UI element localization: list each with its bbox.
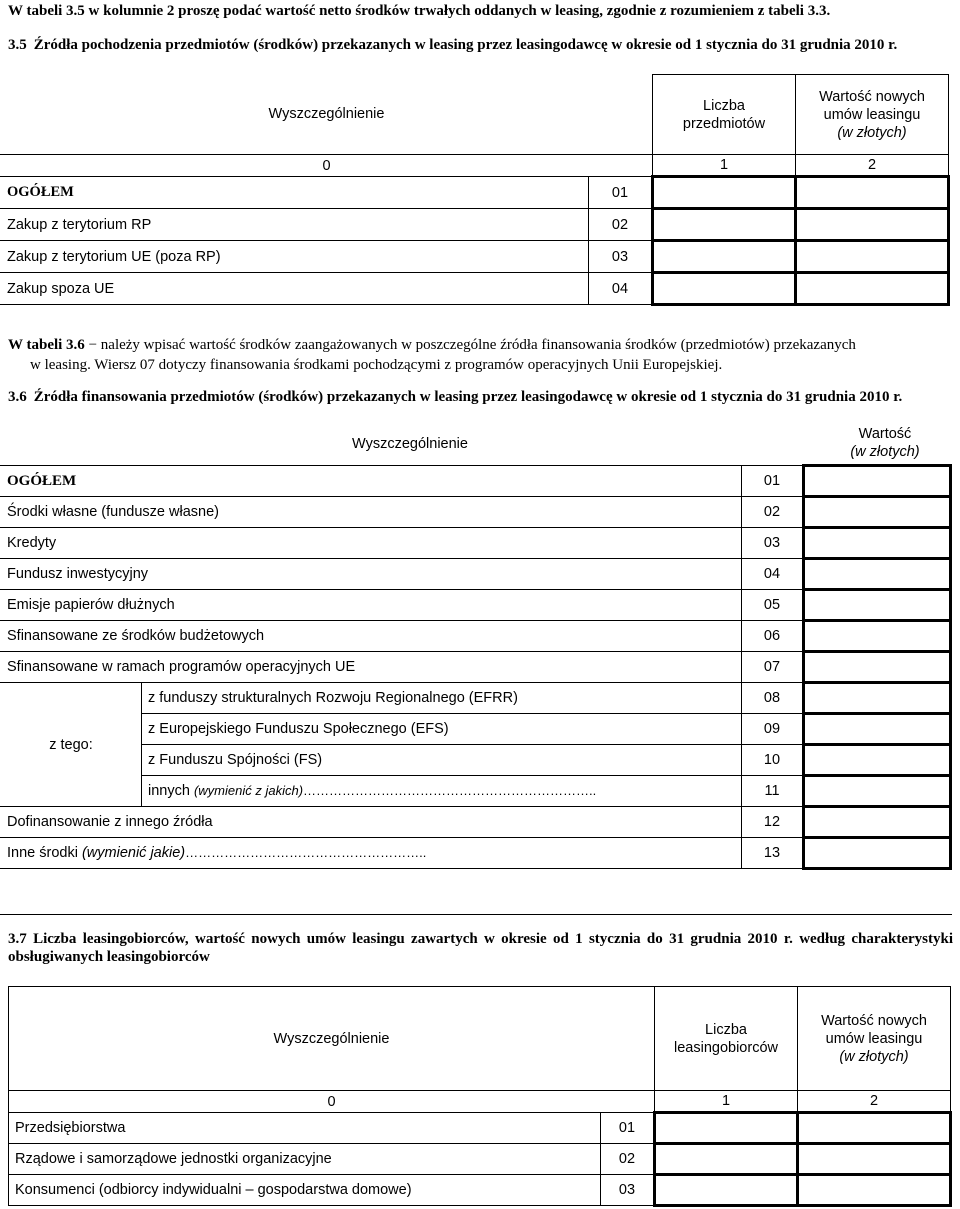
t37-cell-01-count[interactable]: [655, 1113, 798, 1144]
t37-cell-03-value[interactable]: [798, 1175, 951, 1206]
divider-line: [0, 914, 952, 915]
t36-row-label: Środki własne (fundusze własne): [1, 497, 742, 528]
t37-row-label: Rządowe i samorządowe jednostki organizacyjne: [9, 1144, 601, 1175]
t35-row-code: 01: [589, 177, 653, 209]
t36-z-tego: z tego:: [1, 683, 142, 807]
t35-row-label: OGÓŁEM: [1, 177, 589, 209]
t35-cell-02-count[interactable]: [653, 209, 796, 241]
t36-row-label: Kredyty: [1, 528, 742, 559]
t36-cell-13[interactable]: [804, 838, 951, 869]
t37-header-value: Wartość nowych umów leasingu (w złotych): [798, 987, 951, 1091]
t37-cell-03-count[interactable]: [655, 1175, 798, 1206]
table-3-7-number: 3.7: [8, 931, 27, 947]
t36-row-code: 04: [742, 559, 804, 590]
t37-index-0: 0: [9, 1091, 655, 1113]
t36-row-label: Fundusz inwestycyjny: [1, 559, 742, 590]
t37-cell-01-value[interactable]: [798, 1113, 951, 1144]
t35-index-2: 2: [796, 155, 949, 177]
t35-header-value: Wartość nowych umów leasingu (w złotych): [796, 75, 949, 155]
table-3-5-number: 3.5: [8, 37, 27, 53]
t36-cell-09[interactable]: [804, 714, 951, 745]
t35-row-label: Zakup z terytorium RP: [1, 209, 589, 241]
note-3-6-line2: w leasing. Wiersz 07 dotyczy finansowania środkami pochodzącymi z programów operacyjnych Unii Europejskiej.: [30, 357, 723, 373]
t36-cell-07[interactable]: [804, 652, 951, 683]
t36-row-label: Sfinansowane ze środków budżetowych: [1, 621, 742, 652]
t36-row-code: 07: [742, 652, 804, 683]
t36-row-label: Emisje papierów dłużnych: [1, 590, 742, 621]
t37-cell-02-value[interactable]: [798, 1144, 951, 1175]
t36-row-code: 09: [742, 714, 804, 745]
t35-cell-04-value[interactable]: [796, 273, 949, 305]
t35-cell-03-count[interactable]: [653, 241, 796, 273]
t35-cell-02-value[interactable]: [796, 209, 949, 241]
table-3-5-title: Źródła pochodzenia przedmiotów (środków) przekazanych w leasing przez leasingodawcę w okresie od 1 stycznia do 31 grudnia 2010 r.: [33, 37, 898, 53]
t36-cell-02[interactable]: [804, 497, 951, 528]
t35-index-1: 1: [653, 155, 796, 177]
t36-row-label-other: Inne środki (wymienić jakie)………………………………………………..: [1, 838, 742, 869]
t37-index-1: 1: [655, 1091, 798, 1113]
t37-row-label: Konsumenci (odbiorcy indywidualni – gospodarstwa domowe): [9, 1175, 601, 1206]
t36-cell-05[interactable]: [804, 590, 951, 621]
t36-row-code: 05: [742, 590, 804, 621]
t35-cell-01-count[interactable]: [653, 177, 796, 209]
t35-cell-01-value[interactable]: [796, 177, 949, 209]
t36-sub-label-other: innych (wymienić z jakich)…………………………………………………………..: [142, 776, 742, 807]
t36-cell-10[interactable]: [804, 745, 951, 776]
table-3-6-number: 3.6: [8, 389, 27, 405]
t36-sub-label: z Europejskiego Funduszu Społecznego (EFS): [142, 714, 742, 745]
t36-row-code: 11: [742, 776, 804, 807]
t35-row-label: Zakup spoza UE: [1, 273, 589, 305]
t36-cell-04[interactable]: [804, 559, 951, 590]
t36-row-code: 01: [742, 466, 804, 497]
t36-header-desc: Wyszczególnienie: [352, 436, 468, 452]
t37-row-code: 03: [601, 1175, 655, 1206]
t36-cell-03[interactable]: [804, 528, 951, 559]
t36-cell-06[interactable]: [804, 621, 951, 652]
t35-header-count: Liczba przedmiotów: [653, 75, 796, 155]
t36-row-code: 12: [742, 807, 804, 838]
t36-row-label: OGÓŁEM: [1, 466, 742, 497]
t35-row-code: 04: [589, 273, 653, 305]
table-3-6: [0, 464, 952, 870]
note-3-6-dash: −: [88, 337, 98, 353]
t35-cell-04-count[interactable]: [653, 273, 796, 305]
t35-cell-03-value[interactable]: [796, 241, 949, 273]
t36-cell-08[interactable]: [804, 683, 951, 714]
table-3-7-title: Liczba leasingobiorców, wartość nowych umów leasingu zawartych w okresie od 1 stycznia do 31 grudnia 2010 r. według charakterystyki obsługiwanych leasingobiorców: [8, 931, 953, 965]
table-3-7-heading: [8, 930, 953, 966]
t36-row-label: Sfinansowane w ramach programów operacyjnych UE: [1, 652, 742, 683]
t36-header-value: Wartość (w złotych): [850, 426, 920, 460]
t36-cell-01[interactable]: [804, 466, 951, 497]
t35-row-code: 02: [589, 209, 653, 241]
note-3-6-text1: należy wpisać wartość środków zaangażowanych w poszczególne źródła finansowania środków (przedmiotów) przekazanych: [100, 337, 856, 353]
note-3-6-prefix: W tabeli 3.6: [8, 337, 85, 353]
t37-row-code: 02: [601, 1144, 655, 1175]
t37-row-label: Przedsiębiorstwa: [9, 1113, 601, 1144]
t36-sub-label: z funduszy strukturalnych Rozwoju Regionalnego (EFRR): [142, 683, 742, 714]
t36-row-code: 08: [742, 683, 804, 714]
t36-row-code: 13: [742, 838, 804, 869]
t35-header-desc: Wyszczególnienie: [1, 75, 653, 155]
t37-header-count: Liczba leasingobiorców: [655, 987, 798, 1091]
t37-cell-02-count[interactable]: [655, 1144, 798, 1175]
t36-row-code: 06: [742, 621, 804, 652]
table-3-6-heading: [8, 388, 953, 406]
t36-row-code: 10: [742, 745, 804, 776]
t36-row-label: Dofinansowanie z innego źródła: [1, 807, 742, 838]
table-3-6-title: Źródła finansowania przedmiotów (środków) przekazanych w leasing przez leasingodawcę w okresie od 1 stycznia do 31 grudnia 2010 r.: [33, 389, 903, 405]
t37-index-2: 2: [798, 1091, 951, 1113]
note-3-6: [8, 336, 953, 354]
t36-cell-11[interactable]: [804, 776, 951, 807]
table-3-5-heading: [8, 36, 953, 54]
table-3-7: [8, 986, 952, 1207]
t37-row-code: 01: [601, 1113, 655, 1144]
t37-header-desc: Wyszczególnienie: [9, 987, 655, 1091]
t36-sub-label: z Funduszu Spójności (FS): [142, 745, 742, 776]
t36-row-code: 03: [742, 528, 804, 559]
t36-cell-12[interactable]: [804, 807, 951, 838]
t35-row-code: 03: [589, 241, 653, 273]
t35-row-label: Zakup z terytorium UE (poza RP): [1, 241, 589, 273]
table-3-5: [0, 74, 950, 306]
t35-index-0: 0: [1, 155, 653, 177]
intro-note: W tabeli 3.5 w kolumnie 2 proszę podać wartość netto środków trwałych oddanych w leasing, zgodnie z rozumieniem z tabeli 3.3.: [8, 3, 831, 19]
t36-row-code: 02: [742, 497, 804, 528]
